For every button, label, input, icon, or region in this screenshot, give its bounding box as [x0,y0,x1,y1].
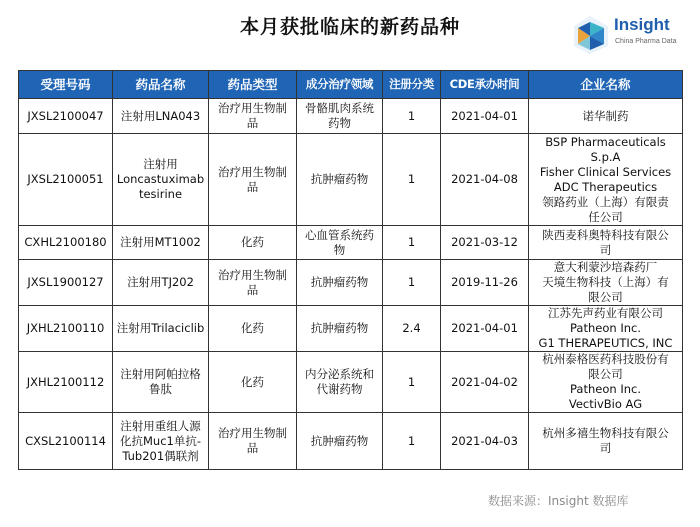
cell-therapy-area [297,226,383,260]
cell-company-line: 江苏先声药业有限公司 [548,306,663,320]
cell-therapy-area [297,99,383,134]
logo-subtitle: China Pharma Data [615,38,677,45]
cell-company-line: G1 THERAPEUTICS, INC [538,336,673,350]
cell-registration-class: 1 [383,260,441,306]
cell-cde-date: 2021-04-02 [441,352,529,413]
cell-code: CXHL2100180 [19,226,113,260]
cell-therapy-area [297,352,383,413]
cell-drug-type-line: 治疗用生物制 [218,164,287,179]
cell-registration-class: 1 [383,134,441,226]
cell-drug-name-line: Loncastuximab [116,172,205,186]
cell-company [529,260,683,306]
drug-table [18,70,683,470]
cell-company-line: 诺华制药 [582,108,629,123]
cell-therapy-area-line: 抗肿瘤药物 [310,321,369,335]
cell-company-line: Patheon Inc. [570,382,641,396]
cell-cde-date: 2021-04-03 [441,413,529,470]
cell-drug-type [209,352,297,413]
column-header: 受理号码 [19,71,113,99]
cell-drug-name-line: 注射用 [143,157,178,171]
cell-company [529,306,683,352]
cell-drug-type-line: 化药 [241,321,264,335]
cell-drug-name-line: Tub201偶联剂 [122,448,199,463]
cell-drug-type [209,99,297,134]
cell-company-line: 司 [599,242,612,257]
column-header: 药品名称 [113,71,209,99]
cell-company [529,134,683,226]
cell-drug-name-line: 注射用MT1002 [120,235,201,249]
cell-therapy-area-line: 抗肿瘤药物 [310,275,369,289]
cell-company-line: 限公司 [588,290,623,304]
cell-company-line: VectivBio AG [568,397,643,411]
cell-cde-date: 2021-04-01 [441,306,529,352]
table-row [19,226,683,260]
cell-drug-name-line: 注射用LNA043 [120,108,201,123]
cell-drug-name-line: 注射用重组人源 [120,418,201,433]
cell-therapy-area [297,306,383,352]
cell-drug-name [113,260,209,306]
cell-company [529,99,683,134]
cell-drug-name [113,134,209,226]
data-source: 数据来源：Insight 数据库 [488,494,629,508]
cell-therapy-area-line: 物 [333,242,346,257]
page-title: 本月获批临床的新药品种 [239,16,460,38]
cell-drug-name [113,306,209,352]
cell-therapy-area [297,134,383,226]
cell-therapy-area-line: 抗肿瘤药物 [310,172,369,186]
cell-drug-type [209,413,297,470]
cell-drug-name [113,352,209,413]
cell-company-line: 司 [599,441,612,455]
cell-registration-class: 1 [383,226,441,260]
table-row [19,99,683,134]
cell-drug-name [113,226,209,260]
table-row [19,413,683,470]
cell-company-line: 杭州泰格医药科技股份有 [542,352,669,366]
cell-therapy-area [297,413,383,470]
cell-company [529,226,683,260]
cell-company [529,413,683,470]
cell-company-line: 意大利蒙沙培森药厂 [553,260,658,274]
cell-drug-name-line: 鲁肽 [149,382,172,396]
cell-company-line: 任公司 [588,209,623,224]
cell-drug-type [209,226,297,260]
cell-drug-name [113,413,209,470]
cell-company-line: 杭州多禧生物科技有限公 [542,426,669,440]
cell-registration-class: 1 [383,413,441,470]
table-row [19,352,683,413]
cell-drug-name-line: 注射用阿帕拉格 [120,367,201,381]
cell-drug-type [209,134,297,226]
cell-company-line: 天境生物科技（上海）有 [542,275,669,289]
cell-company-line: 限公司 [588,367,623,381]
cell-drug-type-line: 治疗用生物制 [218,267,287,282]
cell-company-line: Fisher Clinical Services [539,164,672,179]
cell-cde-date: 2021-04-01 [441,99,529,134]
cell-company-line: Patheon Inc. [570,321,641,335]
cell-registration-class: 1 [383,99,441,134]
cell-drug-type-line: 品 [246,179,259,194]
cell-drug-name-line: 注射用TJ202 [127,275,194,289]
table-row [19,134,683,226]
cell-code: CXSL2100114 [19,413,113,470]
cell-company-line: ADC Therapeutics [553,179,658,194]
cell-drug-name-line: tesirine [138,187,183,201]
cell-cde-date: 2019-11-26 [441,260,529,306]
cell-code: JXSL2100051 [19,134,113,226]
table-row [19,306,683,352]
cell-drug-type-line: 化药 [241,235,264,249]
cell-drug-type [209,306,297,352]
cell-drug-type-line: 治疗用生物制 [218,101,287,115]
cell-cde-date: 2021-04-08 [441,134,529,226]
table-header-row [19,71,683,99]
column-header: 药品类型 [209,71,297,99]
cell-therapy-area-line: 心血管系统药 [305,227,374,242]
cell-drug-name [113,99,209,134]
cell-code: JXSL1900127 [19,260,113,306]
logo-name: Insight [614,15,670,34]
cell-company-line: 领路药业（上海）有限责 [542,194,669,209]
cell-drug-type-line: 化药 [241,374,264,389]
cell-drug-name-line: 化抗Muc1单抗- [120,433,201,448]
cell-drug-type-line: 品 [246,282,259,297]
cell-company [529,352,683,413]
table-body [19,99,683,470]
table-row [19,260,683,306]
cell-code: JXSL2100047 [19,99,113,134]
cell-company-line: BSP Pharmaceuticals S.p.A [545,134,666,164]
cell-code: JXHL2100110 [19,306,113,352]
insight-logo [568,14,696,56]
cell-code: JXHL2100112 [19,352,113,413]
cell-drug-name-line: 注射用Trilaciclib [116,321,205,335]
cell-therapy-area-line: 药物 [328,116,351,130]
cell-drug-type-line: 品 [246,441,259,455]
cell-drug-type-line: 治疗用生物制 [218,426,287,440]
cell-company-line: 陕西麦科奥特科技有限公 [542,227,669,242]
cell-therapy-area-line: 骨骼肌肉系统 [305,101,374,115]
cell-registration-class: 2.4 [383,306,441,352]
column-header: 成分治疗领域 [297,71,383,99]
cell-therapy-area-line: 抗肿瘤药物 [310,433,369,448]
cell-drug-type-line: 品 [246,116,259,130]
column-header: 注册分类 [383,71,441,99]
column-header: CDE承办时间 [441,71,529,99]
cell-therapy-area-line: 内分泌系统和 [305,367,374,381]
cell-therapy-area [297,260,383,306]
column-header: 企业名称 [529,71,683,99]
cell-drug-type [209,260,297,306]
insight-logo-icon [568,14,612,56]
cell-cde-date: 2021-03-12 [441,226,529,260]
cell-therapy-area-line: 代谢药物 [316,382,363,396]
cell-registration-class: 1 [383,352,441,413]
